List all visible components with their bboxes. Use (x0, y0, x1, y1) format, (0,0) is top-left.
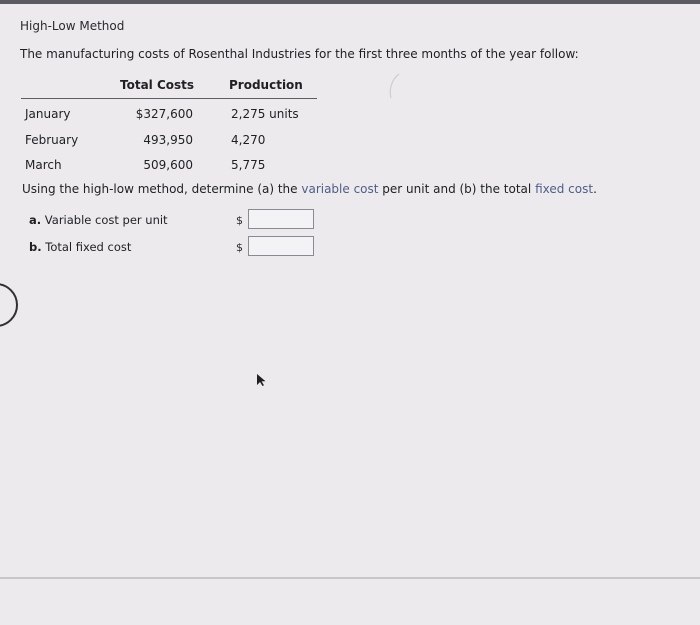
header-rule (21, 98, 317, 99)
header-total-costs: Total Costs (120, 78, 195, 92)
table-row (0, 107, 700, 125)
top-edge (0, 0, 700, 4)
answer-label-text: Total fixed cost (45, 240, 132, 254)
total-costs-cell: $327,600 (135, 107, 193, 121)
answer-label (29, 240, 131, 254)
currency-symbol: $ (236, 214, 243, 227)
total-costs-cell: 493,950 (143, 133, 193, 147)
answer-label-text: Variable cost per unit (44, 213, 168, 227)
table-row (0, 133, 700, 151)
month-cell: March (25, 158, 62, 172)
question-text-before: Using the high-low method, determine (a) the (22, 182, 302, 196)
currency-symbol: $ (236, 241, 243, 254)
variable-cost-per-unit-input[interactable] (248, 209, 314, 229)
answer-letter: b. (29, 240, 42, 254)
answer-row-variable-cost (0, 209, 700, 231)
answer-row-total-fixed-cost (0, 236, 700, 258)
production-cell: 4,270 (231, 133, 266, 147)
question-text-middle: per unit and (b) the total (378, 182, 536, 196)
mouse-cursor-icon (255, 373, 267, 387)
question-highlight-variable-cost: variable cost (301, 182, 379, 196)
pen-mark-decoration (385, 72, 403, 100)
month-cell: February (25, 133, 79, 147)
problem-intro: The manufacturing costs of Rosenthal Industries for the first three months of the year follow: (20, 47, 579, 61)
question-text-after: . (593, 182, 597, 196)
total-fixed-cost-input[interactable] (248, 236, 314, 256)
table-row (0, 158, 700, 176)
production-cell: 2,275 units (231, 107, 299, 121)
bottom-divider (0, 577, 700, 579)
page-title: High-Low Method (20, 19, 125, 33)
header-production: Production (229, 78, 303, 92)
question-text (22, 182, 597, 196)
total-costs-cell: 509,600 (143, 158, 193, 172)
answer-label (29, 213, 168, 227)
answer-letter: a. (29, 213, 42, 227)
question-highlight-fixed-cost: fixed cost (535, 182, 594, 196)
edge-circle-button[interactable] (0, 283, 18, 327)
month-cell: January (25, 107, 71, 121)
production-cell: 5,775 (231, 158, 266, 172)
